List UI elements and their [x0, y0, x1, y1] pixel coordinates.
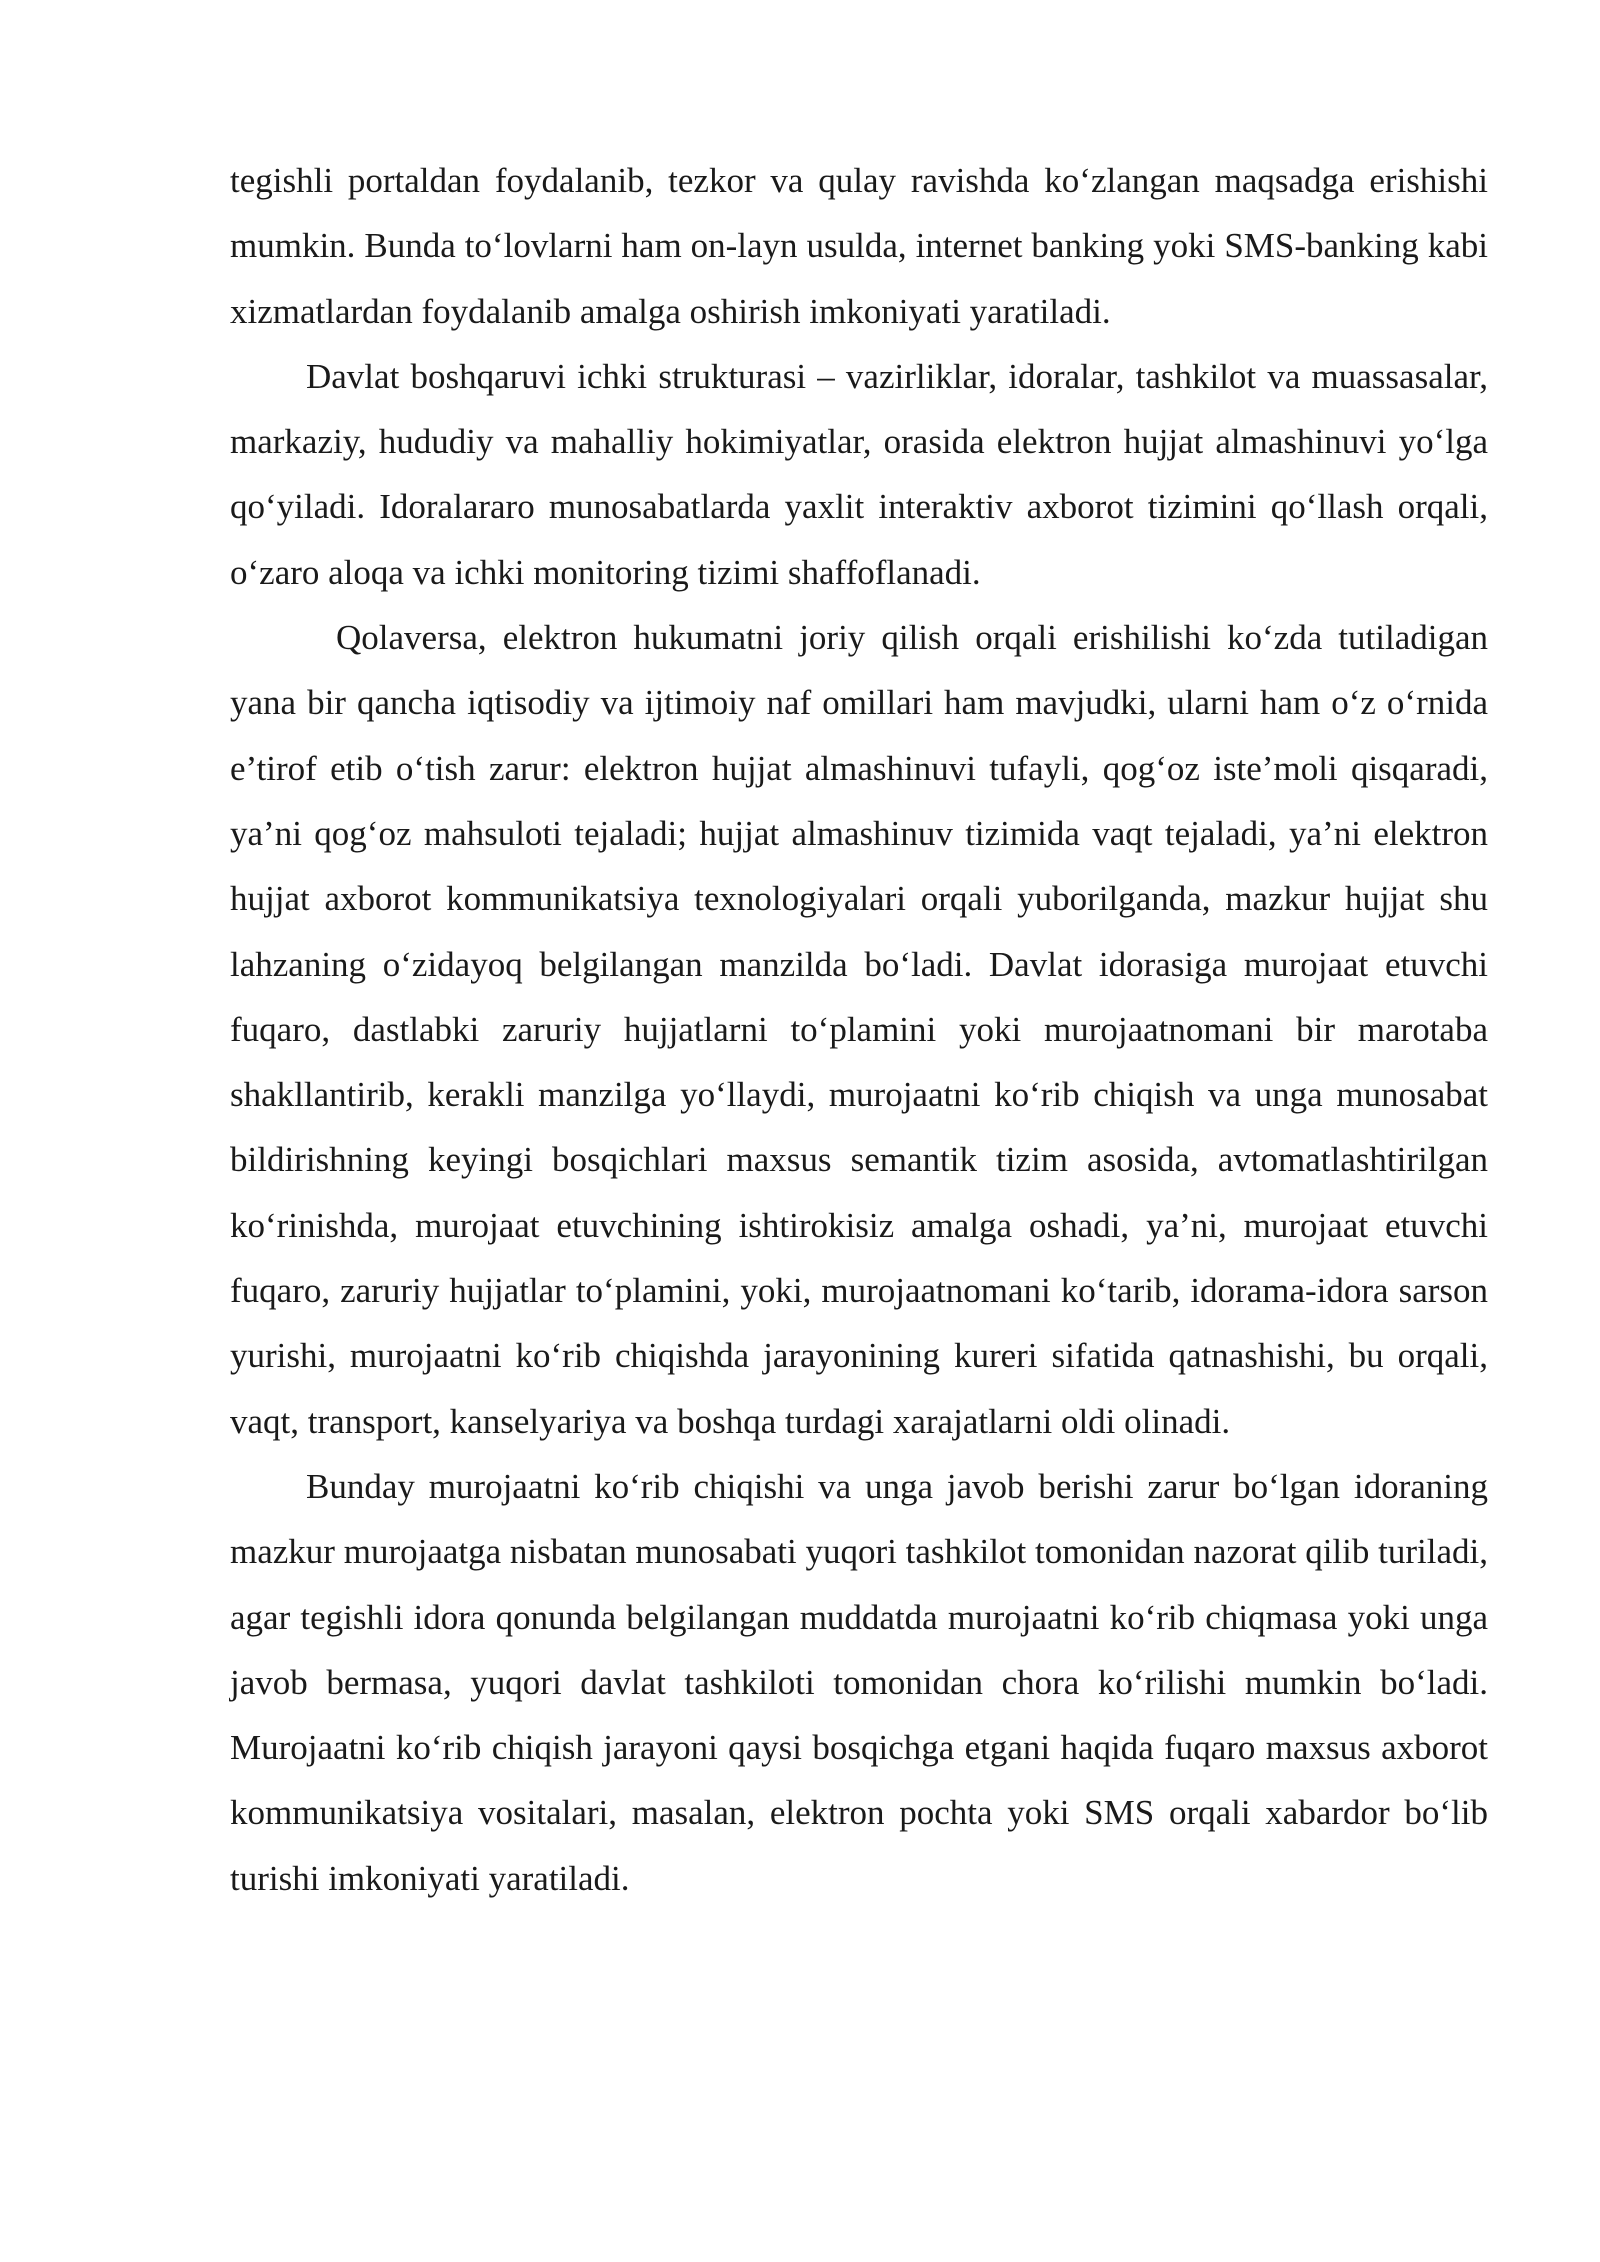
- paragraph-continuation: tegishli portaldan foydalanib, tezkor va qulay ravishda koʻzlangan maqsadga erishishi mumkin. Bunda toʻlovlarni ham on-layn usulda, internet banking yoki SMS-banking kabi xizmatlardan foydalanib amalga oshirish imkoniyati yaratiladi.: [230, 161, 1488, 331]
- paragraph-3: Qolaversa, elektron hukumatni joriy qilish orqali erishilishi koʻzda tutiladigan yana bir qancha iqtisodiy va ijtimoiy naf omillari ham mavjudki, ularni ham oʻz oʻrnida e’tirof etib oʻtish zarur: elektron hujjat almashinuvi tufayli, qogʻoz iste’moli qisqaradi, ya’ni qogʻoz mahsuloti tejaladi; hujjat almashinuv tizimida vaqt tejaladi, ya’ni elektron hujjat axborot kommunikatsiya texnologiyalari orqali yuborilganda, mazkur hujjat shu lahzaning oʻzidayoq belgilangan manzilda boʻladi. Davlat idorasiga murojaat etuvchi fuqaro, dastlabki zaruriy hujjatlarni toʻplamini yoki murojaatnomani bir marotaba shakllantirib, kerakli manzilga yoʻllaydi, murojaatni koʻrib chiqish va unga munosabat bildirishning keyingi bosqichlari maxsus semantik tizim asosida, avtomatlashtirilgan koʻrinishda, murojaat etuvchining ishtirokisiz amalga oshadi, ya’ni, murojaat etuvchi fuqaro, zaruriy hujjatlar toʻplamini, yoki, murojaatnomani koʻtarib, idorama-idora sarson yurishi, murojaatni koʻrib chiqishda jarayonining kureri sifatida qatnashishi, bu orqali, vaqt, transport, kanselyariya va boshqa turdagi xarajatlarni oldi olinadi.: [230, 618, 1488, 1441]
- paragraph-4: Bunday murojaatni koʻrib chiqishi va unga javob berishi zarur boʻlgan idoraning mazkur murojaatga nisbatan munosabati yuqori tashkilot tomonidan nazorat qilib turiladi, agar tegishli idora qonunda belgilangan muddatda murojaatni koʻrib chiqmasa yoki unga javob bermasa, yuqori davlat tashkiloti tomonidan chora koʻrilishi mumkin boʻladi. Murojaatni koʻrib chiqish jarayoni qaysi bosqichga etgani haqida fuqaro maxsus axborot kommunikatsiya vositalari, masalan, elektron pochta yoki SMS orqali xabardor boʻlib turishi imkoniyati yaratiladi.: [230, 1466, 1488, 1898]
- paragraph-2: Davlat boshqaruvi ichki strukturasi – vazirliklar, idoralar, tashkilot va muassasalar, markaziy, hududiy va mahalliy hokimiyatlar, orasida elektron hujjat almashinuvi yoʻlga qoʻyiladi. Idoralararo munosabatlarda yaxlit interaktiv axborot tizimini qoʻllash orqali, oʻzaro aloqa va ichki monitoring tizimi shaffoflanadi.: [230, 356, 1488, 592]
- document-body: [230, 148, 1488, 1911]
